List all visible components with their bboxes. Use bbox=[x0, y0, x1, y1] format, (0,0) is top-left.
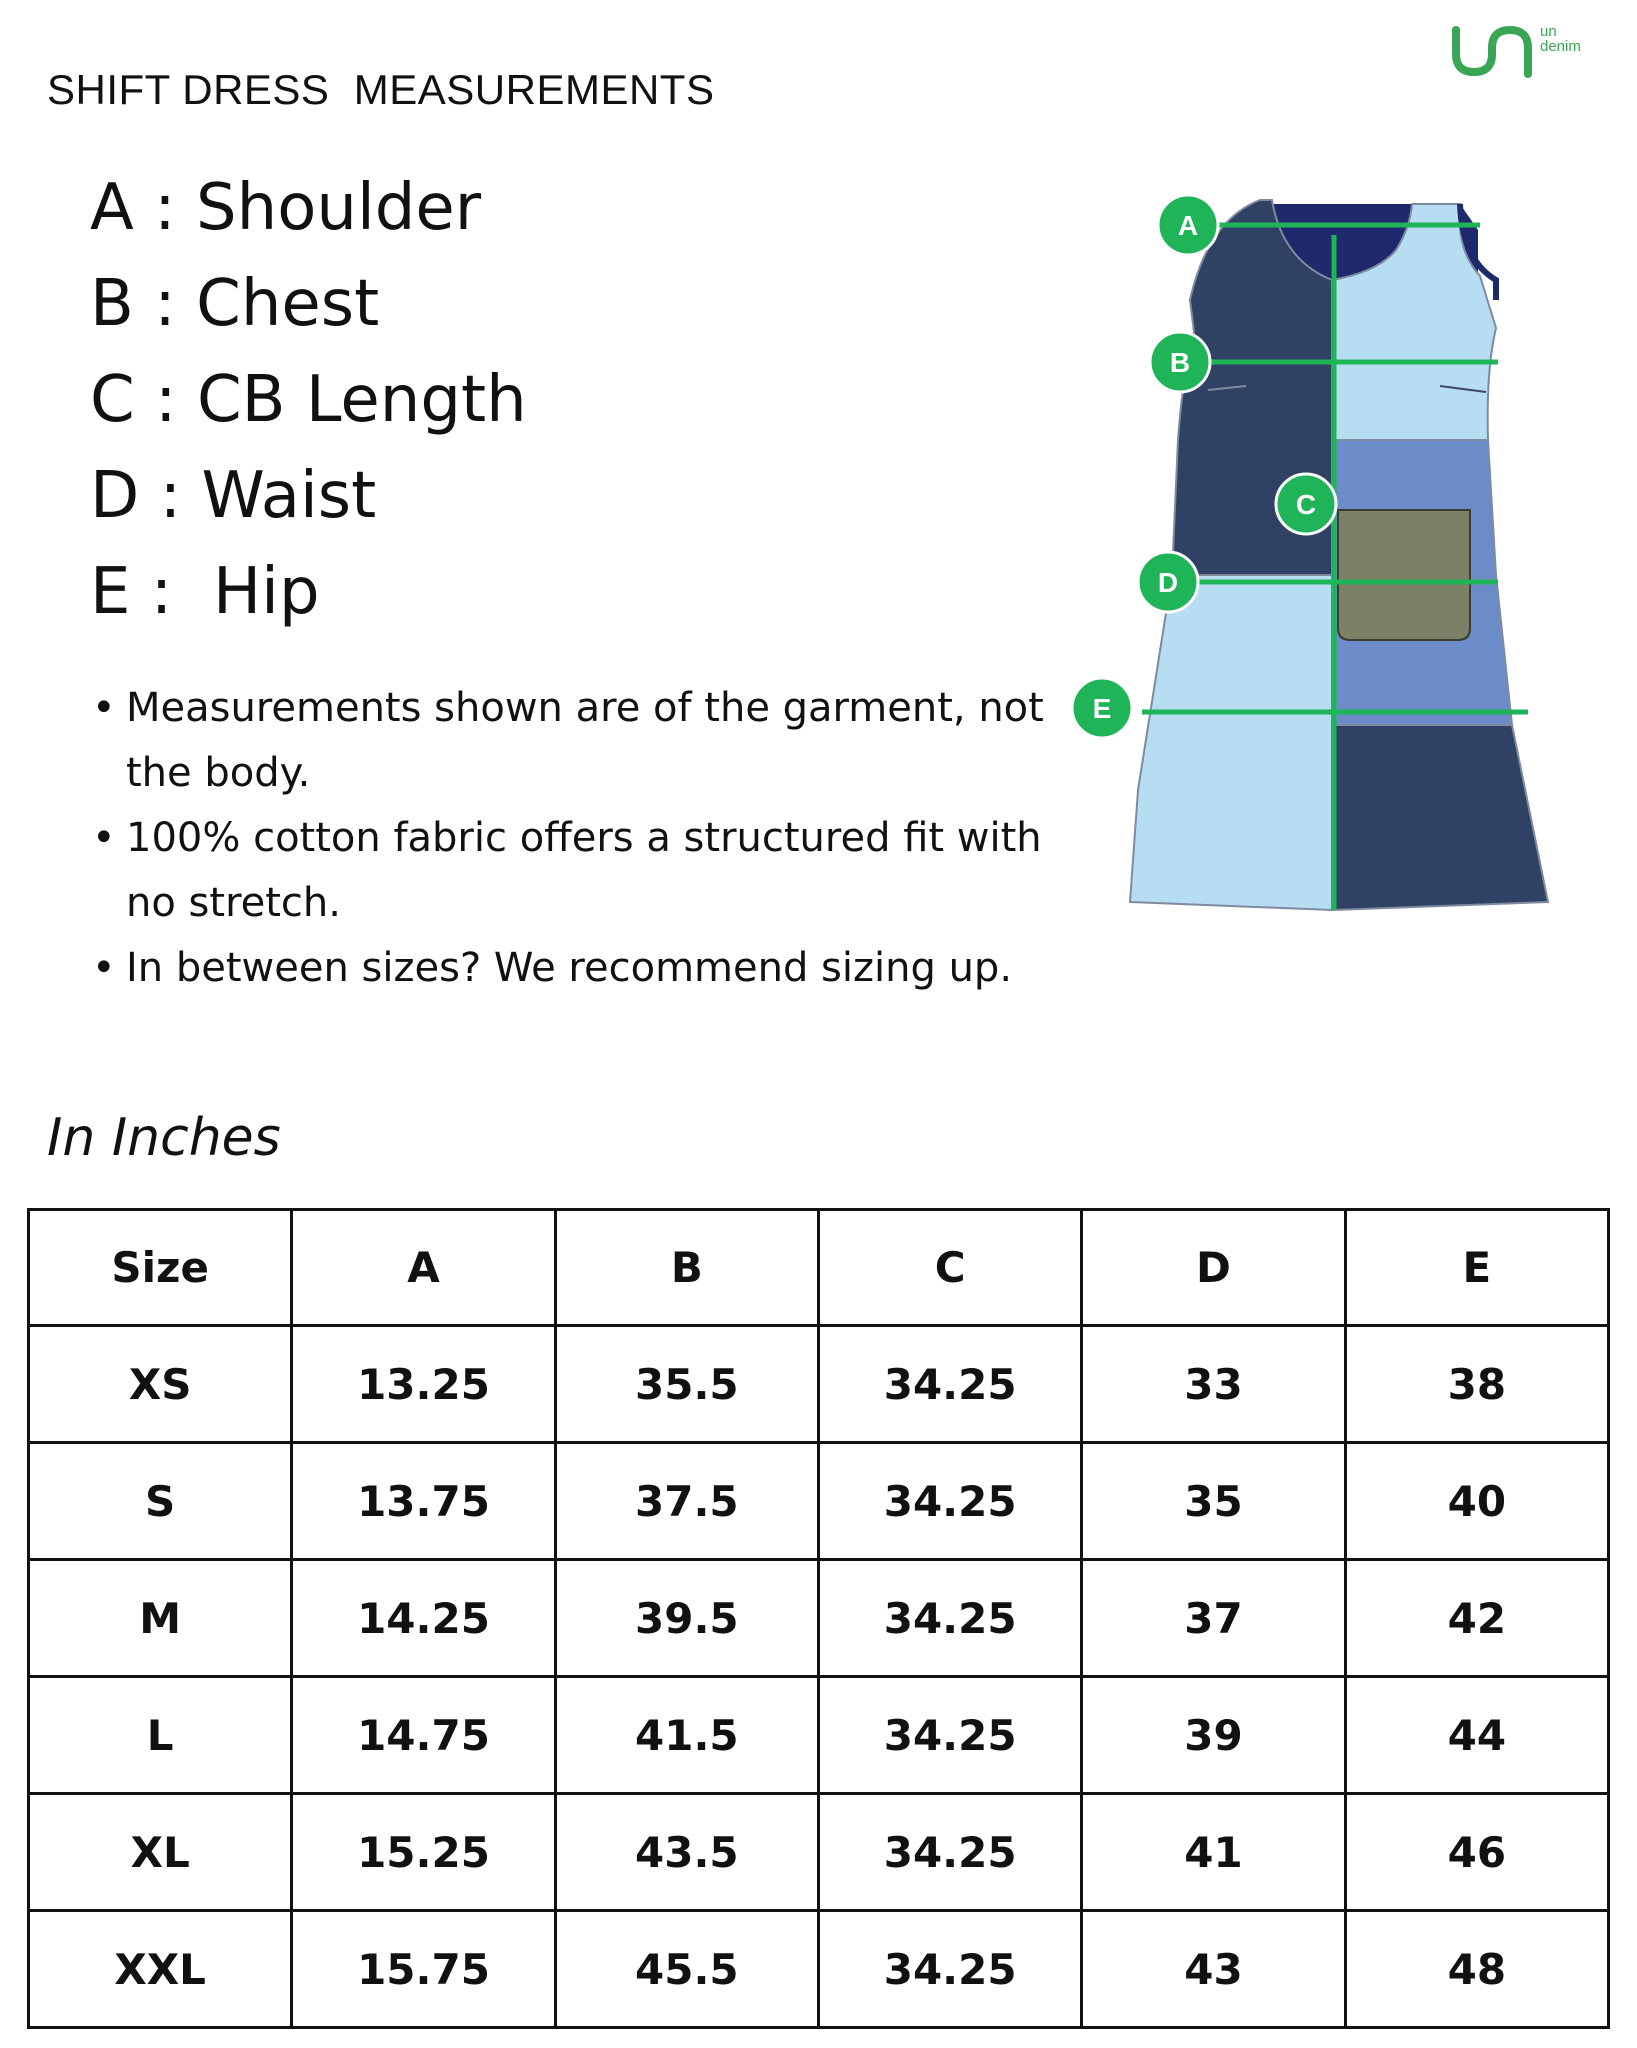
table-cell: 14.25 bbox=[292, 1560, 555, 1677]
note-text: In between sizes? We recommend sizing up. bbox=[126, 945, 1013, 991]
table-header-cell: E bbox=[1345, 1210, 1608, 1326]
brand-logo-text-line1: un bbox=[1540, 23, 1557, 40]
legend-item-waist: D : Waist bbox=[90, 459, 377, 533]
table-cell: 15.25 bbox=[292, 1794, 555, 1911]
note-item bbox=[88, 806, 1048, 936]
marker-c bbox=[1276, 474, 1336, 534]
table-cell: 38 bbox=[1345, 1326, 1608, 1443]
table-cell: 35 bbox=[1082, 1443, 1345, 1560]
table-header-cell: C bbox=[818, 1210, 1081, 1326]
table-header-cell: A bbox=[292, 1210, 555, 1326]
table-cell: 41.5 bbox=[555, 1677, 818, 1794]
table-cell: 34.25 bbox=[818, 1677, 1081, 1794]
marker-e-label: E bbox=[1092, 693, 1112, 724]
table-cell: XS bbox=[29, 1326, 292, 1443]
size-table bbox=[27, 1208, 1610, 2029]
table-cell: 37.5 bbox=[555, 1443, 818, 1560]
table-header-row bbox=[29, 1210, 1609, 1326]
table-row bbox=[29, 1911, 1609, 2028]
table-row bbox=[29, 1443, 1609, 1560]
table-cell: 37 bbox=[1082, 1560, 1345, 1677]
table-cell: 33 bbox=[1082, 1326, 1345, 1443]
table-row bbox=[29, 1677, 1609, 1794]
brand-logo-text bbox=[1540, 24, 1581, 54]
marker-c-label: C bbox=[1295, 489, 1317, 520]
table-cell: XL bbox=[29, 1794, 292, 1911]
table-header-cell: D bbox=[1082, 1210, 1345, 1326]
table-cell: 40 bbox=[1345, 1443, 1608, 1560]
brand-logo-text-line2: denim bbox=[1540, 38, 1581, 55]
marker-b-label: B bbox=[1169, 347, 1191, 378]
table-cell: L bbox=[29, 1677, 292, 1794]
note-text: 100% cotton fabric offers a structured fit with no stretch. bbox=[126, 815, 1042, 926]
table-cell: 14.75 bbox=[292, 1677, 555, 1794]
note-item bbox=[88, 936, 1048, 1001]
table-cell: 42 bbox=[1345, 1560, 1608, 1677]
note-text: Measurements shown are of the garment, not the body. bbox=[126, 685, 1044, 796]
table-cell: 44 bbox=[1345, 1677, 1608, 1794]
marker-a bbox=[1158, 195, 1218, 255]
bullet-icon: • bbox=[92, 815, 116, 861]
marker-d-label: D bbox=[1157, 567, 1179, 598]
bullet-icon: • bbox=[92, 945, 116, 991]
dress-panel-bottom-right bbox=[1334, 725, 1548, 910]
table-cell: 46 bbox=[1345, 1794, 1608, 1911]
table-cell: 43 bbox=[1082, 1911, 1345, 2028]
table-cell: 48 bbox=[1345, 1911, 1608, 2028]
brand-logo bbox=[1448, 20, 1608, 80]
legend-item-chest: B : Chest bbox=[90, 267, 380, 341]
table-cell: 34.25 bbox=[818, 1443, 1081, 1560]
table-row bbox=[29, 1794, 1609, 1911]
dress-diagram bbox=[1060, 180, 1620, 920]
table-cell: S bbox=[29, 1443, 292, 1560]
table-row bbox=[29, 1560, 1609, 1677]
table-cell: 39.5 bbox=[555, 1560, 818, 1677]
table-cell: 15.75 bbox=[292, 1911, 555, 2028]
table-header-cell: Size bbox=[29, 1210, 292, 1326]
marker-b bbox=[1150, 332, 1210, 392]
table-cell: 45.5 bbox=[555, 1911, 818, 2028]
table-cell: 34.25 bbox=[818, 1911, 1081, 2028]
table-cell: 34.25 bbox=[818, 1560, 1081, 1677]
table-cell: 41 bbox=[1082, 1794, 1345, 1911]
legend-item-cb-length: C : CB Length bbox=[90, 363, 527, 437]
table-cell: 34.25 bbox=[818, 1794, 1081, 1911]
marker-e bbox=[1072, 678, 1132, 738]
marker-a-label: A bbox=[1177, 210, 1199, 241]
table-row bbox=[29, 1326, 1609, 1443]
table-cell: 34.25 bbox=[818, 1326, 1081, 1443]
page-title: SHIFT DRESS MEASUREMENTS bbox=[47, 66, 715, 113]
marker-d bbox=[1138, 552, 1198, 612]
units-label: In Inches bbox=[47, 1108, 281, 1168]
measurement-legend bbox=[90, 160, 527, 640]
table-cell: 43.5 bbox=[555, 1794, 818, 1911]
notes-list bbox=[88, 676, 1048, 1001]
dress-panel-bottom-left bbox=[1130, 575, 1332, 910]
dress-pocket bbox=[1338, 510, 1470, 640]
table-cell: 13.75 bbox=[292, 1443, 555, 1560]
legend-item-hip: E : Hip bbox=[90, 555, 320, 629]
table-cell: XXL bbox=[29, 1911, 292, 2028]
note-item bbox=[88, 676, 1048, 806]
bullet-icon: • bbox=[92, 685, 116, 731]
table-cell: 39 bbox=[1082, 1677, 1345, 1794]
table-cell: 35.5 bbox=[555, 1326, 818, 1443]
table-cell: 13.25 bbox=[292, 1326, 555, 1443]
brand-logo-mark bbox=[1448, 20, 1538, 80]
legend-item-shoulder: A : Shoulder bbox=[90, 171, 482, 245]
table-header-cell: B bbox=[555, 1210, 818, 1326]
table-cell: M bbox=[29, 1560, 292, 1677]
